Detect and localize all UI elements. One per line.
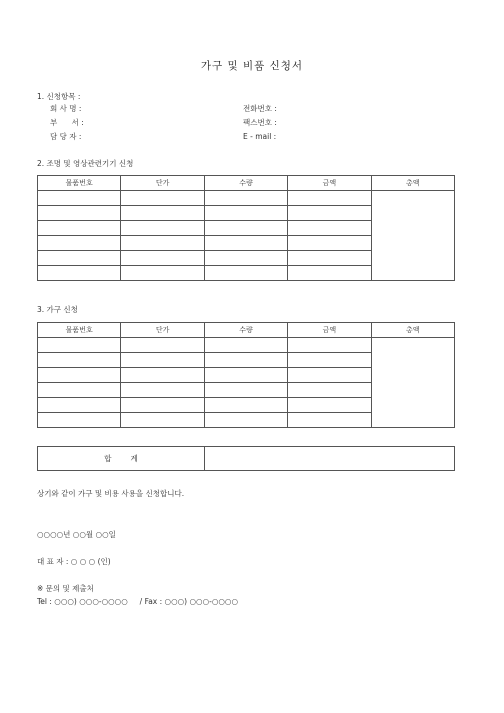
table-cell[interactable] (288, 236, 371, 251)
grand-total-cell[interactable] (371, 338, 454, 428)
table-cell[interactable] (38, 398, 121, 413)
table-cell[interactable] (204, 236, 287, 251)
table-row (38, 191, 455, 206)
table-cell[interactable] (38, 191, 121, 206)
request-statement: 상기와 같이 가구 및 비용 사용을 신청합니다. (37, 489, 185, 498)
grand-total-cell[interactable] (371, 191, 454, 281)
table-cell[interactable] (121, 191, 204, 206)
table-cell[interactable] (288, 266, 371, 281)
table-cell[interactable] (204, 398, 287, 413)
table-cell[interactable] (204, 338, 287, 353)
date-line: ○○○○년 ○○월 ○○일 (37, 530, 116, 539)
furniture-table (37, 322, 455, 428)
table-cell[interactable] (38, 368, 121, 383)
table-cell[interactable] (38, 206, 121, 221)
company-name-label: 회 사 명 : (50, 104, 82, 113)
header-total: 총액 (371, 323, 454, 338)
table-cell[interactable] (288, 251, 371, 266)
table-cell[interactable] (204, 221, 287, 236)
page-title: 가구 및 비품 신청서 (200, 60, 304, 72)
header-unit-price: 단가 (121, 176, 204, 191)
lighting-equipment-table (37, 175, 455, 281)
table-cell[interactable] (38, 413, 121, 428)
table-cell[interactable] (121, 353, 204, 368)
table-cell[interactable] (204, 266, 287, 281)
table-cell[interactable] (38, 221, 121, 236)
table-cell[interactable] (288, 398, 371, 413)
header-quantity: 수량 (204, 176, 287, 191)
department-label: 부 서 : (50, 118, 84, 127)
header-item-number: 물품번호 (38, 323, 121, 338)
table-cell[interactable] (38, 338, 121, 353)
sum-row (38, 447, 455, 471)
table-cell[interactable] (204, 368, 287, 383)
table-header-row (38, 323, 455, 338)
table-cell[interactable] (204, 383, 287, 398)
table-row (38, 338, 455, 353)
section2-heading: 2. 조명 및 영상관련기기 신청 (37, 159, 134, 168)
section1-heading: 1. 신청항목 : (37, 92, 81, 101)
table-cell[interactable] (38, 353, 121, 368)
table-cell[interactable] (121, 398, 204, 413)
table-cell[interactable] (288, 338, 371, 353)
fax-label: 팩스번호 : (243, 118, 277, 127)
table-cell[interactable] (204, 353, 287, 368)
section3-heading: 3. 가구 신청 (37, 305, 78, 314)
table-cell[interactable] (38, 236, 121, 251)
table-cell[interactable] (288, 206, 371, 221)
manager-label: 담 당 자 : (50, 132, 82, 141)
table-cell[interactable] (288, 191, 371, 206)
table-cell[interactable] (121, 368, 204, 383)
table-cell[interactable] (38, 383, 121, 398)
table-cell[interactable] (204, 191, 287, 206)
sum-label: 합 계 (38, 447, 205, 471)
table-cell[interactable] (121, 413, 204, 428)
table-cell[interactable] (121, 383, 204, 398)
table-cell[interactable] (204, 206, 287, 221)
sum-value-cell[interactable] (205, 447, 455, 471)
header-item-number: 물품번호 (38, 176, 121, 191)
header-quantity: 수량 (204, 323, 287, 338)
table-cell[interactable] (121, 266, 204, 281)
table-cell[interactable] (121, 221, 204, 236)
email-label: E - mail : (243, 132, 277, 141)
header-amount: 금액 (288, 323, 371, 338)
table-cell[interactable] (204, 413, 287, 428)
table-cell[interactable] (204, 251, 287, 266)
table-cell[interactable] (288, 221, 371, 236)
header-amount: 금액 (288, 176, 371, 191)
header-unit-price: 단가 (121, 323, 204, 338)
table-cell[interactable] (288, 383, 371, 398)
phone-label: 전화번호 : (243, 104, 277, 113)
table-header-row (38, 176, 455, 191)
sum-table (37, 446, 455, 471)
header-total: 총액 (371, 176, 454, 191)
table-cell[interactable] (121, 251, 204, 266)
table-cell[interactable] (288, 368, 371, 383)
table-cell[interactable] (288, 353, 371, 368)
representative-line: 대 표 자 : ○ ○ ○ (인) (37, 557, 111, 566)
table-cell[interactable] (121, 236, 204, 251)
contact-heading: ※ 문의 및 제출처 (37, 584, 94, 593)
table-cell[interactable] (288, 413, 371, 428)
table-cell[interactable] (38, 251, 121, 266)
table-cell[interactable] (38, 266, 121, 281)
contact-line: Tel : ○○○) ○○○-○○○○ / Fax : ○○○) ○○○-○○○○ (37, 597, 239, 606)
table-cell[interactable] (121, 338, 204, 353)
table-cell[interactable] (121, 206, 204, 221)
